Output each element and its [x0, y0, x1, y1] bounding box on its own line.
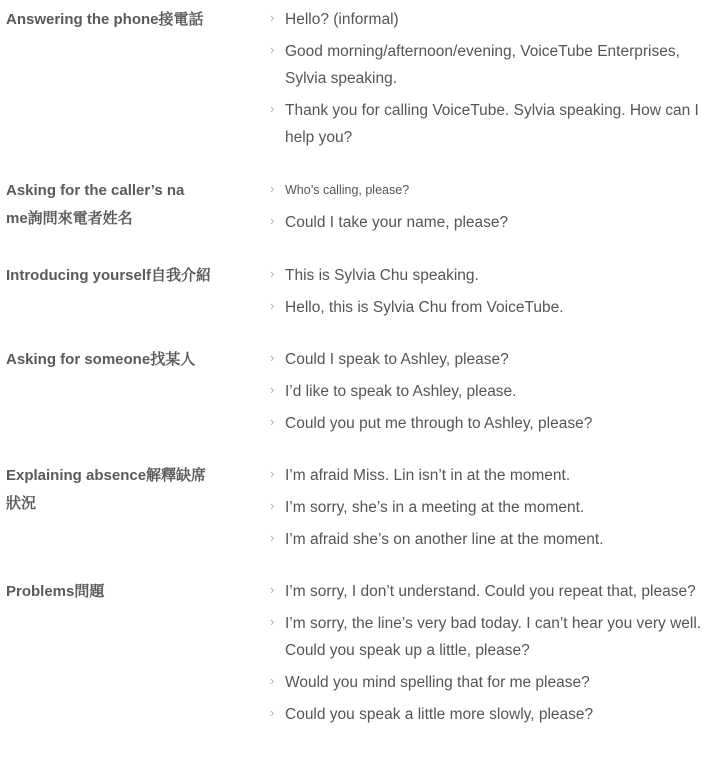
phrase-list [270, 462, 710, 558]
phrase-list [270, 6, 710, 156]
chevron-right-icon: › [270, 466, 275, 481]
chevron-right-icon: › [270, 350, 275, 365]
list-item: › This is Sylvia Chu speaking. [270, 262, 710, 289]
chevron-right-icon: › [270, 705, 275, 720]
list-item: › Would you mind spelling that for me please? [270, 669, 710, 696]
section-heading: Answering the phone接電話 [6, 11, 204, 28]
phrase-list [270, 346, 710, 442]
chevron-right-icon: › [270, 530, 275, 545]
phrase-list [270, 177, 710, 241]
list-item: › Could I speak to Ashley, please? [270, 346, 710, 373]
section-heading: Explaining absence解釋缺席狀況 [6, 467, 207, 512]
list-item: › I’m sorry, the line’s very bad today. I can’t hear you very well. Could you speak up a little, please? [270, 610, 710, 664]
list-item: › I’m sorry, she’s in a meeting at the moment. [270, 494, 710, 521]
chevron-right-icon: › [270, 498, 275, 513]
list-item: › I’m afraid she’s on another line at the moment. [270, 526, 710, 553]
chevron-right-icon: › [270, 10, 275, 25]
phrase-list [270, 578, 710, 733]
chevron-right-icon: › [270, 582, 275, 597]
phrase-list [270, 262, 710, 326]
list-item: › Could I take your name, please? [270, 209, 710, 236]
list-item: › I’m sorry, I don’t understand. Could you repeat that, please? [270, 578, 710, 605]
list-item: › Good morning/afternoon/evening, VoiceTube Enterprises, Sylvia speaking. [270, 38, 710, 92]
chevron-right-icon: › [270, 382, 275, 397]
chevron-right-icon: › [270, 181, 275, 196]
list-item: › Who’s calling, please? [270, 177, 710, 204]
chevron-right-icon: › [270, 673, 275, 688]
list-item: › I’d like to speak to Ashley, please. [270, 378, 710, 405]
chevron-right-icon: › [270, 101, 275, 116]
chevron-right-icon: › [270, 414, 275, 429]
chevron-right-icon: › [270, 614, 275, 629]
section-heading: Introducing yourself自我介紹 [6, 267, 212, 284]
list-item: › Thank you for calling VoiceTube. Sylvia speaking. How can I help you? [270, 97, 710, 151]
list-item: › Could you put me through to Ashley, please? [270, 410, 710, 437]
section-heading: Problems問題 [6, 583, 105, 600]
list-item: › Hello, this is Sylvia Chu from VoiceTube. [270, 294, 710, 321]
list-item: › I’m afraid Miss. Lin isn’t in at the moment. [270, 462, 710, 489]
chevron-right-icon: › [270, 213, 275, 228]
section-heading: Asking for the caller’s name詢問來電者姓名 [6, 182, 185, 227]
chevron-right-icon: › [270, 266, 275, 281]
list-item: › Hello? (informal) [270, 6, 710, 33]
section-heading: Asking for someone找某人 [6, 351, 196, 368]
chevron-right-icon: › [270, 298, 275, 313]
list-item: › Could you speak a little more slowly, please? [270, 701, 710, 728]
chevron-right-icon: › [270, 42, 275, 57]
